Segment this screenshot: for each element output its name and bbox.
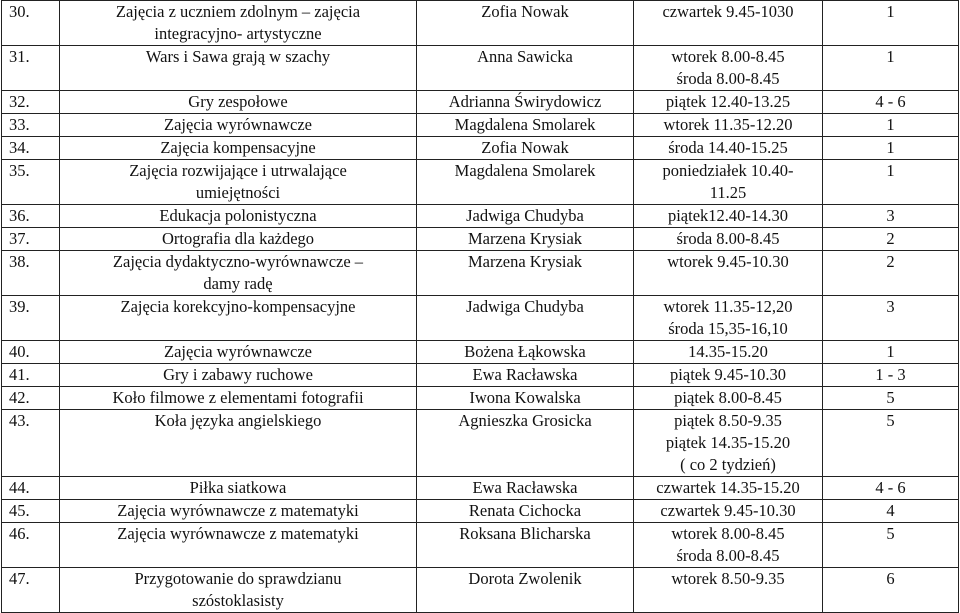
table-row [2, 523, 959, 568]
activity-line: Zajęcia wyrównawcze [164, 342, 312, 361]
teacher-name: Iwona Kowalska [417, 387, 634, 410]
activity-name [60, 523, 417, 568]
row-number: 30. [2, 1, 60, 46]
group-count: 2 [823, 251, 959, 296]
row-number: 38. [2, 251, 60, 296]
activity-line: Przygotowanie do sprawdzianu [134, 569, 342, 588]
time-line: wtorek 8.00-8.45 [671, 47, 785, 66]
activity-line: Zajęcia korekcyjno-kompensacyjne [120, 297, 356, 316]
activity-line: Koło filmowe z elementami fotografii [112, 388, 364, 407]
group-count: 1 [823, 137, 959, 160]
activity-name [60, 205, 417, 228]
time-line: ( co 2 tydzień) [680, 455, 776, 474]
time-line: 14.35-15.20 [688, 342, 768, 361]
row-number: 40. [2, 341, 60, 364]
activity-line: Gry i zabawy ruchowe [163, 365, 313, 384]
group-count: 5 [823, 387, 959, 410]
activity-line: Zajęcia wyrównawcze z matematyki [117, 524, 359, 543]
group-count: 3 [823, 296, 959, 341]
teacher-name: Zofia Nowak [417, 137, 634, 160]
teacher-name: Agnieszka Grosicka [417, 410, 634, 477]
teacher-name: Jadwiga Chudyba [417, 205, 634, 228]
group-count: 6 [823, 568, 959, 613]
teacher-name: Magdalena Smolarek [417, 114, 634, 137]
row-number: 44. [2, 477, 60, 500]
activity-name [60, 410, 417, 477]
row-number: 37. [2, 228, 60, 251]
row-number: 34. [2, 137, 60, 160]
activity-line: Edukacja polonistyczna [159, 206, 317, 225]
time-line: wtorek 8.50-9.35 [671, 569, 785, 588]
row-number: 39. [2, 296, 60, 341]
time-line: środa 14.40-15.25 [668, 138, 788, 157]
time-line: środa 8.00-8.45 [676, 546, 780, 565]
activity-line: Koła języka angielskiego [154, 411, 322, 430]
time-line: 11.25 [709, 183, 747, 202]
time-line: wtorek 11.35-12,20 [663, 297, 793, 316]
group-count: 1 [823, 114, 959, 137]
activity-name [60, 228, 417, 251]
row-number: 41. [2, 364, 60, 387]
table-row [2, 364, 959, 387]
table-row [2, 568, 959, 613]
activity-name [60, 251, 417, 296]
activity-line: integracyjno- artystyczne [154, 24, 322, 43]
schedule-time [634, 523, 823, 568]
schedule-table [1, 0, 959, 613]
table-row [2, 251, 959, 296]
time-line: piątek 14.35-15.20 [665, 433, 791, 452]
teacher-name: Dorota Zwolenik [417, 568, 634, 613]
schedule-time [634, 296, 823, 341]
activity-name [60, 477, 417, 500]
schedule-time [634, 364, 823, 387]
schedule-time [634, 160, 823, 205]
activity-name [60, 364, 417, 387]
group-count: 1 [823, 160, 959, 205]
activity-name [60, 46, 417, 91]
activity-line: Zajęcia wyrównawcze z matematyki [117, 501, 359, 520]
schedule-time [634, 410, 823, 477]
activity-name [60, 500, 417, 523]
teacher-name: Marzena Krysiak [417, 251, 634, 296]
teacher-name: Magdalena Smolarek [417, 160, 634, 205]
teacher-name: Ewa Racławska [417, 477, 634, 500]
row-number: 36. [2, 205, 60, 228]
table-row [2, 387, 959, 410]
teacher-name: Jadwiga Chudyba [417, 296, 634, 341]
time-line: środa 15,35-16,10 [668, 319, 788, 338]
activity-name [60, 160, 417, 205]
schedule-time [634, 46, 823, 91]
activity-line: umiejętności [195, 183, 281, 202]
teacher-name: Zofia Nowak [417, 1, 634, 46]
schedule-time [634, 228, 823, 251]
time-line: czwartek 9.45-10.30 [660, 501, 796, 520]
table-row [2, 114, 959, 137]
schedule-time [634, 341, 823, 364]
activity-line: Zajęcia rozwijające i utrwalające [129, 161, 347, 180]
row-number: 43. [2, 410, 60, 477]
row-number: 46. [2, 523, 60, 568]
activity-line: Piłka siatkowa [189, 478, 287, 497]
schedule-time [634, 1, 823, 46]
time-line: piątek 8.50-9.35 [674, 411, 782, 430]
activity-line: Ortografia dla każdego [161, 229, 315, 248]
schedule-time [634, 137, 823, 160]
activity-line: Zajęcia dydaktyczno-wyrównawcze – [112, 252, 364, 271]
table-row [2, 46, 959, 91]
group-count: 4 [823, 500, 959, 523]
teacher-name: Roksana Blicharska [417, 523, 634, 568]
activity-line: Zajęcia kompensacyjne [160, 138, 316, 157]
teacher-name: Renata Cichocka [417, 500, 634, 523]
time-line: środa 8.00-8.45 [676, 229, 780, 248]
row-number: 31. [2, 46, 60, 91]
activity-name [60, 387, 417, 410]
time-line: wtorek 9.45-10.30 [667, 252, 789, 271]
teacher-name: Marzena Krysiak [417, 228, 634, 251]
schedule-body [2, 1, 959, 613]
time-line: czwartek 14.35-15.20 [656, 478, 800, 497]
table-row [2, 137, 959, 160]
group-count: 4 - 6 [823, 91, 959, 114]
time-line: piątek 9.45-10.30 [670, 365, 786, 384]
table-row [2, 296, 959, 341]
table-row [2, 160, 959, 205]
group-count: 1 - 3 [823, 364, 959, 387]
schedule-time [634, 568, 823, 613]
group-count: 3 [823, 205, 959, 228]
activity-line: damy radę [203, 274, 273, 293]
row-number: 35. [2, 160, 60, 205]
row-number: 47. [2, 568, 60, 613]
activity-name [60, 91, 417, 114]
group-count: 1 [823, 46, 959, 91]
activity-line: Wars i Sawa grają w szachy [145, 47, 331, 66]
group-count: 1 [823, 1, 959, 46]
row-number: 42. [2, 387, 60, 410]
time-line: piątek 8.00-8.45 [674, 388, 782, 407]
teacher-name: Ewa Racławska [417, 364, 634, 387]
activity-line: szóstoklasisty [192, 591, 284, 610]
schedule-time [634, 477, 823, 500]
activity-line: Zajęcia wyrównawcze [164, 115, 312, 134]
table-row [2, 341, 959, 364]
table-row [2, 477, 959, 500]
schedule-time [634, 387, 823, 410]
activity-name [60, 137, 417, 160]
group-count: 4 - 6 [823, 477, 959, 500]
time-line: wtorek 11.35-12.20 [663, 115, 793, 134]
time-line: wtorek 8.00-8.45 [671, 524, 785, 543]
time-line: piątek 12.40-13.25 [665, 92, 791, 111]
time-line: piątek12.40-14.30 [667, 206, 789, 225]
row-number: 45. [2, 500, 60, 523]
teacher-name: Adrianna Świrydowicz [417, 91, 634, 114]
time-line: czwartek 9.45-1030 [662, 2, 794, 21]
activity-name [60, 114, 417, 137]
table-row [2, 205, 959, 228]
schedule-time [634, 500, 823, 523]
activity-name [60, 1, 417, 46]
table-row [2, 228, 959, 251]
table-row [2, 500, 959, 523]
schedule-time [634, 91, 823, 114]
table-row [2, 91, 959, 114]
schedule-time [634, 114, 823, 137]
group-count: 2 [823, 228, 959, 251]
group-count: 5 [823, 523, 959, 568]
schedule-time [634, 205, 823, 228]
group-count: 1 [823, 341, 959, 364]
teacher-name: Anna Sawicka [417, 46, 634, 91]
table-row [2, 1, 959, 46]
activity-name [60, 341, 417, 364]
row-number: 32. [2, 91, 60, 114]
group-count: 5 [823, 410, 959, 477]
row-number: 33. [2, 114, 60, 137]
activity-name [60, 568, 417, 613]
activity-line: Gry zespołowe [188, 92, 288, 111]
schedule-time [634, 251, 823, 296]
activity-line: Zajęcia z uczniem zdolnym – zajęcia [115, 2, 361, 21]
table-row [2, 410, 959, 477]
activity-name [60, 296, 417, 341]
time-line: środa 8.00-8.45 [676, 69, 780, 88]
time-line: poniedziałek 10.40- [662, 161, 794, 180]
teacher-name: Bożena Łąkowska [417, 341, 634, 364]
